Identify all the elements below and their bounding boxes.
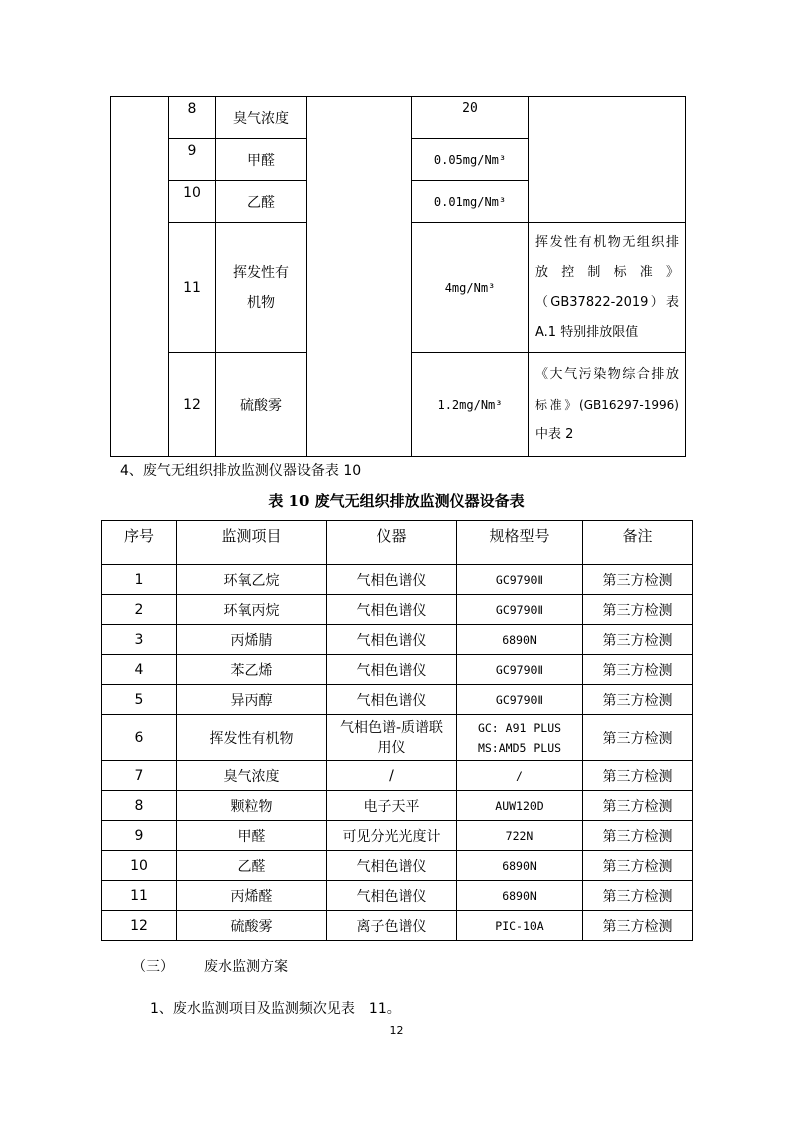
note-line: 标准》(GB16297-1996) — [535, 397, 679, 412]
row-number: 12 — [102, 911, 177, 941]
model-cell: 722N — [457, 821, 583, 851]
header-cell: 序号 — [102, 521, 177, 565]
table-row — [102, 851, 693, 881]
item-cell: 挥发性有机物 — [177, 715, 327, 761]
note-cell: 第三方检测 — [583, 685, 693, 715]
table-row — [102, 715, 693, 761]
row-number: 8 — [169, 97, 216, 139]
limit-cell: 0.05mg/Nm³ — [412, 139, 529, 181]
instrument-cell: 气相色谱仪 — [327, 625, 457, 655]
note-cell: 第三方检测 — [583, 625, 693, 655]
table-row — [102, 595, 693, 625]
note-cell: 第三方检测 — [583, 881, 693, 911]
instrument-cell — [327, 715, 457, 761]
table-row — [102, 881, 693, 911]
note-cell: 第三方检测 — [583, 715, 693, 761]
item-cell: 臭气浓度 — [177, 761, 327, 791]
table-10-title: 表 10 废气无组织排放监测仪器设备表 — [268, 492, 525, 510]
page-number: 12 — [389, 1024, 404, 1037]
note-cell: 第三方检测 — [583, 655, 693, 685]
instrument-line: 气相色谱-质谱联 — [339, 719, 444, 736]
row-number: 5 — [102, 685, 177, 715]
note-line: 《大气污染物综合排放 — [535, 366, 679, 382]
merged-note-cell — [529, 97, 686, 223]
item-cell: 乙醛 — [216, 181, 307, 223]
model-cell: GC9790Ⅱ — [457, 595, 583, 625]
item-cell: 硫酸雾 — [177, 911, 327, 941]
note-cell: 第三方检测 — [583, 911, 693, 941]
limit-cell: 20 — [412, 97, 529, 139]
note-cell — [529, 223, 686, 353]
instrument-cell: / — [327, 761, 457, 791]
note-cell: 第三方检测 — [583, 791, 693, 821]
header-cell: 备注 — [583, 521, 693, 565]
table-row — [102, 565, 693, 595]
item-cell: 硫酸雾 — [216, 353, 307, 457]
item-cell: 环氧乙烷 — [177, 565, 327, 595]
merged-cell — [307, 97, 412, 457]
row-number: 12 — [169, 353, 216, 457]
row-number: 4 — [102, 655, 177, 685]
item-cell — [216, 223, 307, 353]
section-4-text: 4、废气无组织排放监测仪器设备表 10 — [120, 463, 362, 479]
section-3-title: 废水监测方案 — [204, 959, 288, 975]
table-row — [102, 761, 693, 791]
note-cell: 第三方检测 — [583, 595, 693, 625]
table-row — [111, 97, 686, 139]
model-cell: AUW120D — [457, 791, 583, 821]
item-cell: 颗粒物 — [177, 791, 327, 821]
instrument-table — [101, 520, 693, 941]
item-cell: 环氧丙烷 — [177, 595, 327, 625]
merged-cell — [111, 97, 169, 457]
row-number: 8 — [102, 791, 177, 821]
item-cell: 丙烯腈 — [177, 625, 327, 655]
note-line: 中表 2 — [535, 426, 574, 442]
note-cell: 第三方检测 — [583, 821, 693, 851]
row-number: 11 — [102, 881, 177, 911]
header-cell: 监测项目 — [177, 521, 327, 565]
table-row — [102, 625, 693, 655]
limit-cell: 1.2mg/Nm³ — [412, 353, 529, 457]
limit-cell: 0.01mg/Nm³ — [412, 181, 529, 223]
model-cell: 6890N — [457, 881, 583, 911]
table-row — [102, 655, 693, 685]
row-number: 1 — [102, 565, 177, 595]
model-line: MS:AMD5 PLUS — [477, 740, 562, 755]
instrument-cell: 气相色谱仪 — [327, 851, 457, 881]
row-number: 9 — [102, 821, 177, 851]
row-number: 3 — [102, 625, 177, 655]
model-cell: / — [457, 761, 583, 791]
model-cell: GC9790Ⅱ — [457, 655, 583, 685]
note-line: 挥发性有机物无组织排 — [535, 234, 679, 250]
row-number: 6 — [102, 715, 177, 761]
row-number: 10 — [169, 181, 216, 223]
limit-cell: 4mg/Nm³ — [412, 223, 529, 353]
model-cell — [457, 715, 583, 761]
instrument-cell: 气相色谱仪 — [327, 881, 457, 911]
model-cell: 6890N — [457, 851, 583, 881]
note-cell: 第三方检测 — [583, 851, 693, 881]
emission-limit-table — [110, 96, 686, 457]
item-cell: 丙烯醛 — [177, 881, 327, 911]
instrument-cell: 气相色谱仪 — [327, 595, 457, 625]
item-cell: 异丙醇 — [177, 685, 327, 715]
header-cell: 规格型号 — [457, 521, 583, 565]
table-row — [102, 821, 693, 851]
instrument-cell: 气相色谱仪 — [327, 685, 457, 715]
model-cell: 6890N — [457, 625, 583, 655]
item-cell: 甲醛 — [216, 139, 307, 181]
note-cell: 第三方检测 — [583, 761, 693, 791]
table-row — [102, 685, 693, 715]
section-3-label: （三） — [132, 959, 174, 975]
note-line: 放控制标准》 — [535, 264, 679, 280]
item-cell: 乙醛 — [177, 851, 327, 881]
note-line: A.1 特别排放限值 — [535, 324, 639, 340]
paragraph-text: 1、废水监测项目及监测频次见表 11。 — [150, 1001, 401, 1017]
table-row — [102, 911, 693, 941]
item-cell: 臭气浓度 — [216, 97, 307, 139]
instrument-cell: 气相色谱仪 — [327, 655, 457, 685]
note-line: （GB37822-2019）表 — [535, 294, 679, 310]
row-number: 11 — [169, 223, 216, 353]
row-number: 2 — [102, 595, 177, 625]
model-cell: GC9790Ⅱ — [457, 685, 583, 715]
row-number: 9 — [169, 139, 216, 181]
item-cell: 苯乙烯 — [177, 655, 327, 685]
table-row — [102, 791, 693, 821]
model-cell: PIC-10A — [457, 911, 583, 941]
model-cell: GC9790Ⅱ — [457, 565, 583, 595]
item-line: 挥发性有 — [233, 264, 289, 281]
table-header-row — [102, 521, 693, 565]
row-number: 7 — [102, 761, 177, 791]
item-cell: 甲醛 — [177, 821, 327, 851]
note-cell: 第三方检测 — [583, 565, 693, 595]
item-line: 机物 — [247, 294, 275, 311]
instrument-cell: 电子天平 — [327, 791, 457, 821]
instrument-cell: 气相色谱仪 — [327, 565, 457, 595]
row-number: 10 — [102, 851, 177, 881]
instrument-cell: 离子色谱仪 — [327, 911, 457, 941]
model-line: GC: A91 PLUS — [477, 720, 562, 735]
header-cell: 仪器 — [327, 521, 457, 565]
instrument-cell: 可见分光光度计 — [327, 821, 457, 851]
note-cell — [529, 353, 686, 457]
instrument-line: 用仪 — [377, 739, 406, 756]
